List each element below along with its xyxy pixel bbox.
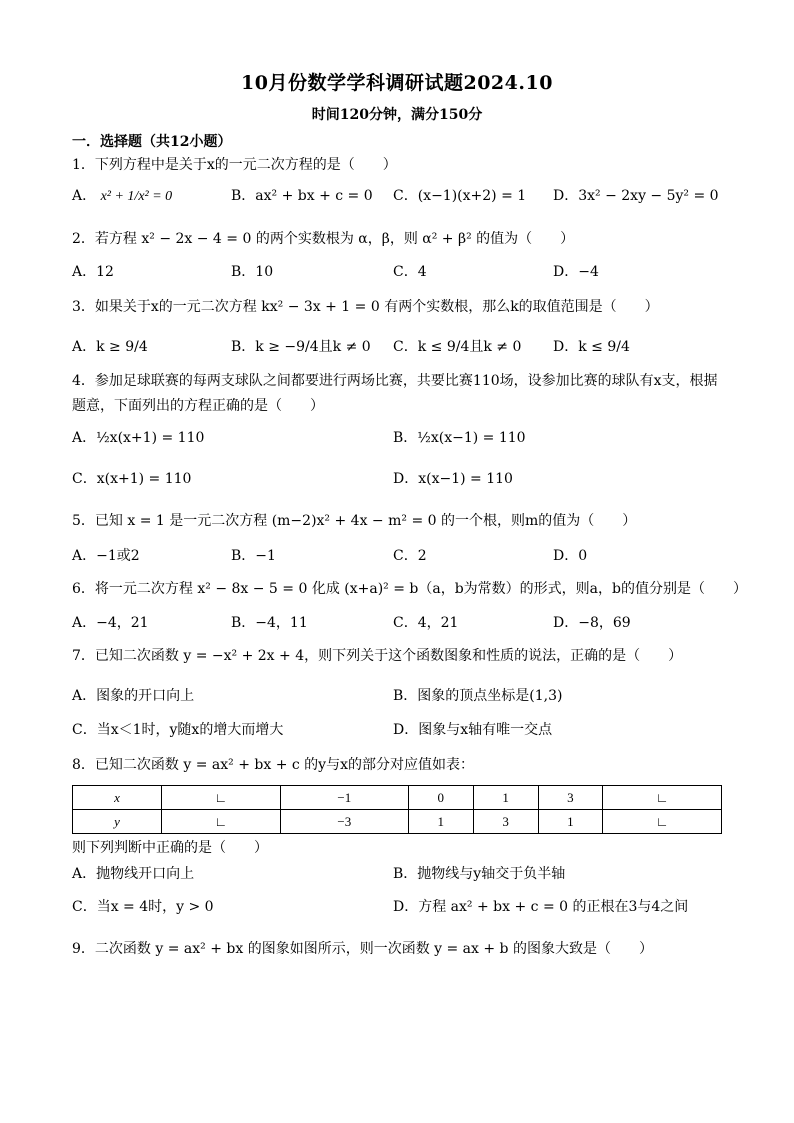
question-4-stem-line-2: 题意，下面列出的方程正确的是（ ） <box>72 398 324 414</box>
question-7-stem: 7．已知二次函数 y = −x² + 2x + 4，则下列关于这个函数图象和性质的说法，正确的是（ ） <box>72 648 683 664</box>
question-7-option-d: D．图象与x轴有唯一交点 <box>393 722 553 738</box>
page-subtitle: 时间120分钟，满分150分 <box>311 107 483 123</box>
option-label: A． <box>72 188 97 204</box>
question-4-option-d: D．x(x−1) = 110 <box>393 471 513 487</box>
question-9-stem: 9．二次函数 y = ax² + bx 的图象如图所示，则一次函数 y = ax + b 的图象大致是（ ） <box>72 941 653 957</box>
table-cell: ∟ <box>162 810 281 834</box>
question-3-option-c: C．k ≤ 9/4且k ≠ 0 <box>393 339 522 355</box>
question-3-option-b: B．k ≥ −9/4且k ≠ 0 <box>231 339 371 355</box>
question-8-option-a: A．抛物线开口向上 <box>72 866 195 882</box>
question-5-option-a: A．−1或2 <box>72 548 140 564</box>
question-6-option-a: A．−4，21 <box>72 615 149 631</box>
question-6-option-b: B．−4，11 <box>231 615 308 631</box>
table-cell: 0 <box>408 786 473 810</box>
table-cell: 1 <box>408 810 473 834</box>
question-6-stem: 6．将一元二次方程 x² − 8x − 5 = 0 化成 (x+a)² = b（a，b为常数）的形式，则a，b的值分别是（ ） <box>72 581 747 597</box>
table-header-cell: x <box>73 786 162 810</box>
table-cell: ∟ <box>603 810 722 834</box>
value-table <box>72 785 722 834</box>
question-5-stem: 5．已知 x = 1 是一元二次方程 (m−2)x² + 4x − m² = 0 的一个根，则m的值为（ ） <box>72 513 637 529</box>
table-cell: 1 <box>538 810 603 834</box>
question-8-option-c: C．当x = 4时，y > 0 <box>72 899 214 915</box>
question-1-option-d: D．3x² − 2xy − 5y² = 0 <box>553 188 719 204</box>
question-2-option-c: C．4 <box>393 264 427 280</box>
question-6-option-d: D．−8，69 <box>553 615 631 631</box>
option-text: x² + 1/x² = 0 <box>100 189 173 204</box>
table-row <box>73 810 722 834</box>
table-cell: ∟ <box>162 786 281 810</box>
question-4-stem-line-1: 4．参加足球联赛的每两支球队之间都要进行两场比赛，共要比赛110场，设参加比赛的球队有x支，根据 <box>72 373 718 389</box>
question-2-option-a: A．12 <box>72 264 114 280</box>
question-2-stem: 2．若方程 x² − 2x − 4 = 0 的两个实数根为 α，β，则 α² + β² 的值为（ ） <box>72 231 575 247</box>
table-cell: ∟ <box>603 786 722 810</box>
table-cell: 3 <box>538 786 603 810</box>
question-7-option-a: A．图象的开口向上 <box>72 688 195 704</box>
question-4-option-b: B．½x(x−1) = 110 <box>393 430 526 446</box>
question-5-option-d: D．0 <box>553 548 588 564</box>
question-2-option-d: D．−4 <box>553 264 599 280</box>
question-8-stem: 8．已知二次函数 y = ax² + bx + c 的y与x的部分对应值如表： <box>72 757 474 773</box>
table-row <box>73 786 722 810</box>
question-8-option-b: B．抛物线与y轴交于负半轴 <box>393 866 566 882</box>
question-1-stem: 1．下列方程中是关于x的一元二次方程的是（ ） <box>72 157 397 173</box>
question-2-option-b: B．10 <box>231 264 274 280</box>
question-4-option-c: C．x(x+1) = 110 <box>72 471 192 487</box>
table-header-cell: y <box>73 810 162 834</box>
page-title: 10月份数学学科调研试题2024.10 <box>241 72 553 94</box>
question-5-option-b: B．−1 <box>231 548 276 564</box>
table-cell: −3 <box>280 810 408 834</box>
question-3-option-d: D．k ≤ 9/4 <box>553 339 630 355</box>
question-6-option-c: C．4，21 <box>393 615 459 631</box>
question-4-option-a: A．½x(x+1) = 110 <box>72 430 205 446</box>
question-1-option-a <box>72 186 172 207</box>
question-7-option-b: B．图象的顶点坐标是(1,3) <box>393 688 563 704</box>
question-3-option-a: A．k ≥ 9/4 <box>72 339 148 355</box>
table-cell: −1 <box>280 786 408 810</box>
question-1-option-c: C．(x−1)(x+2) = 1 <box>393 188 527 204</box>
question-7-option-c: C．当x＜1时，y随x的增大而增大 <box>72 722 284 738</box>
question-1-option-b: B．ax² + bx + c = 0 <box>231 188 373 204</box>
question-8-after-table: 则下列判断中正确的是（ ） <box>72 840 268 856</box>
table-cell: 3 <box>473 810 538 834</box>
section-title: 一．选择题（共12小题） <box>72 134 232 150</box>
table-cell: 1 <box>473 786 538 810</box>
question-5-option-c: C．2 <box>393 548 427 564</box>
question-8-option-d: D．方程 ax² + bx + c = 0 的正根在3与4之间 <box>393 899 689 915</box>
question-3-stem: 3．如果关于x的一元二次方程 kx² − 3x + 1 = 0 有两个实数根，那么k的取值范围是（ ） <box>72 299 659 315</box>
